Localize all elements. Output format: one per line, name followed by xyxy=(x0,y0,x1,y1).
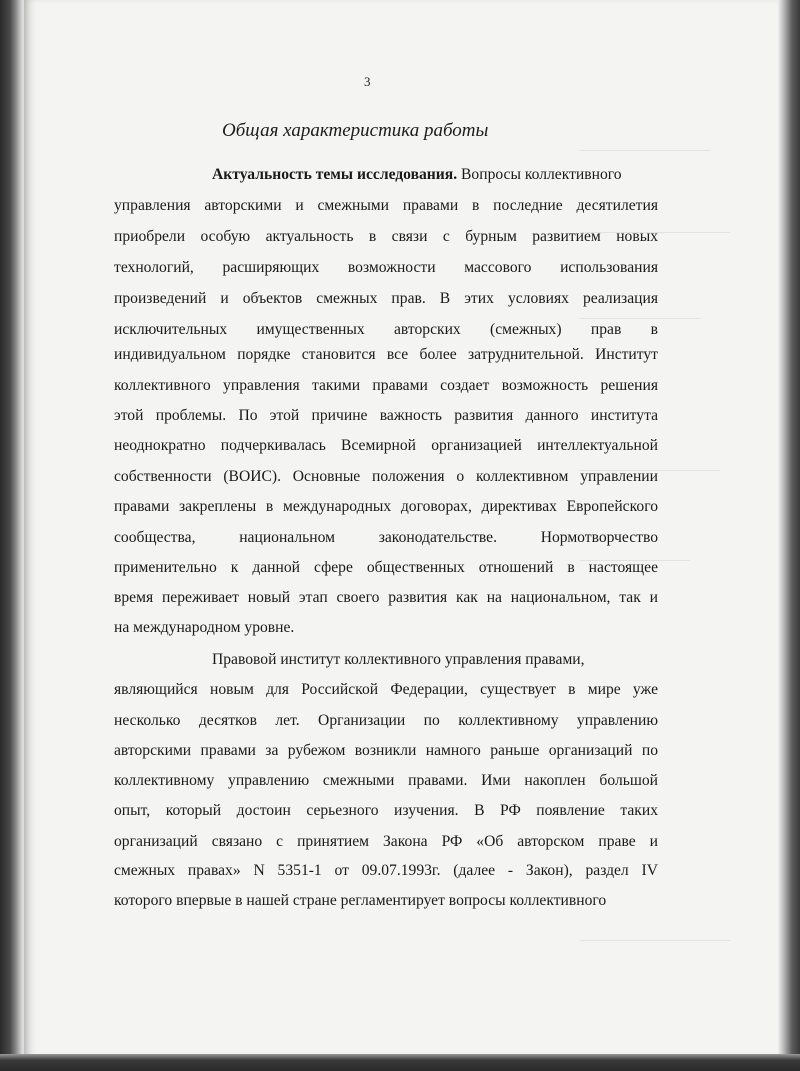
page-edge-right xyxy=(778,0,800,1071)
text-line: собственности (ВОИС). Основные положения о коллективном управлении xyxy=(114,468,658,485)
bleed-through-mark xyxy=(580,318,700,319)
text-line: правами закреплены в международных договорах, директивах Европейского xyxy=(114,498,658,515)
text-line: несколько десятков лет. Организации по коллективному управлению xyxy=(114,712,658,729)
text-line: коллективному управлению смежными правами. Ими накоплен большой xyxy=(114,772,658,789)
text-line: время переживает новый этап своего развития как на национальном, так и xyxy=(114,589,658,606)
section-heading: Общая характеристика работы xyxy=(222,120,489,141)
text-line: смежных правах» N 5351-1 от 09.07.1993г. (далее - Закон), раздел IV xyxy=(114,862,658,879)
paragraph-first-line xyxy=(212,165,672,185)
text-line: управления авторскими и смежными правами в последние десятилетия xyxy=(114,197,658,214)
text-line: Вопросы коллективного xyxy=(457,166,622,183)
bleed-through-mark xyxy=(580,940,730,941)
text-line: являющийся новым для Российской Федерации, существует в мире уже xyxy=(114,681,658,698)
paragraph-title: Актуальность темы исследования. xyxy=(212,166,458,183)
text-line: на международном уровне. xyxy=(114,619,295,636)
page-number: 3 xyxy=(364,74,371,89)
text-line: применительно к данной сфере общественных отношений в настоящее xyxy=(114,559,658,576)
text-line: которого впервые в нашей стране регламентирует вопросы коллективного xyxy=(114,892,607,909)
paragraph-first-line: Правовой институт коллективного управления правами, xyxy=(212,651,585,668)
text-line: коллективного управления такими правами создает возможность решения xyxy=(114,377,658,394)
text-line: неоднократно подчеркивалась Всемирной организацией интеллектуальной xyxy=(114,437,658,454)
text-line: технологий, расширяющих возможности массового использования xyxy=(114,259,658,276)
text-line: сообщества, национальном законодательстве. Нормотворчество xyxy=(114,529,658,546)
text-line: приобрели особую актуальность в связи с бурным развитием новых xyxy=(114,228,658,245)
text-line: этой проблемы. По этой причине важность развития данного института xyxy=(114,407,658,424)
bleed-through-mark xyxy=(580,150,710,151)
text-line: исключительных имущественных авторских (смежных) прав в xyxy=(114,321,658,338)
text-line: произведений и объектов смежных прав. В этих условиях реализация xyxy=(114,290,658,307)
text-line: организаций связано с принятием Закона РФ «Об авторском праве и xyxy=(114,833,658,850)
page-edge-bottom xyxy=(0,1054,800,1071)
text-line: авторскими правами за рубежом возникли намного раньше организаций по xyxy=(114,742,658,759)
text-line: опыт, который достоин серьезного изучения. В РФ появление таких xyxy=(114,802,658,819)
text-line: индивидуальном порядке становится все более затруднительной. Институт xyxy=(114,346,658,363)
